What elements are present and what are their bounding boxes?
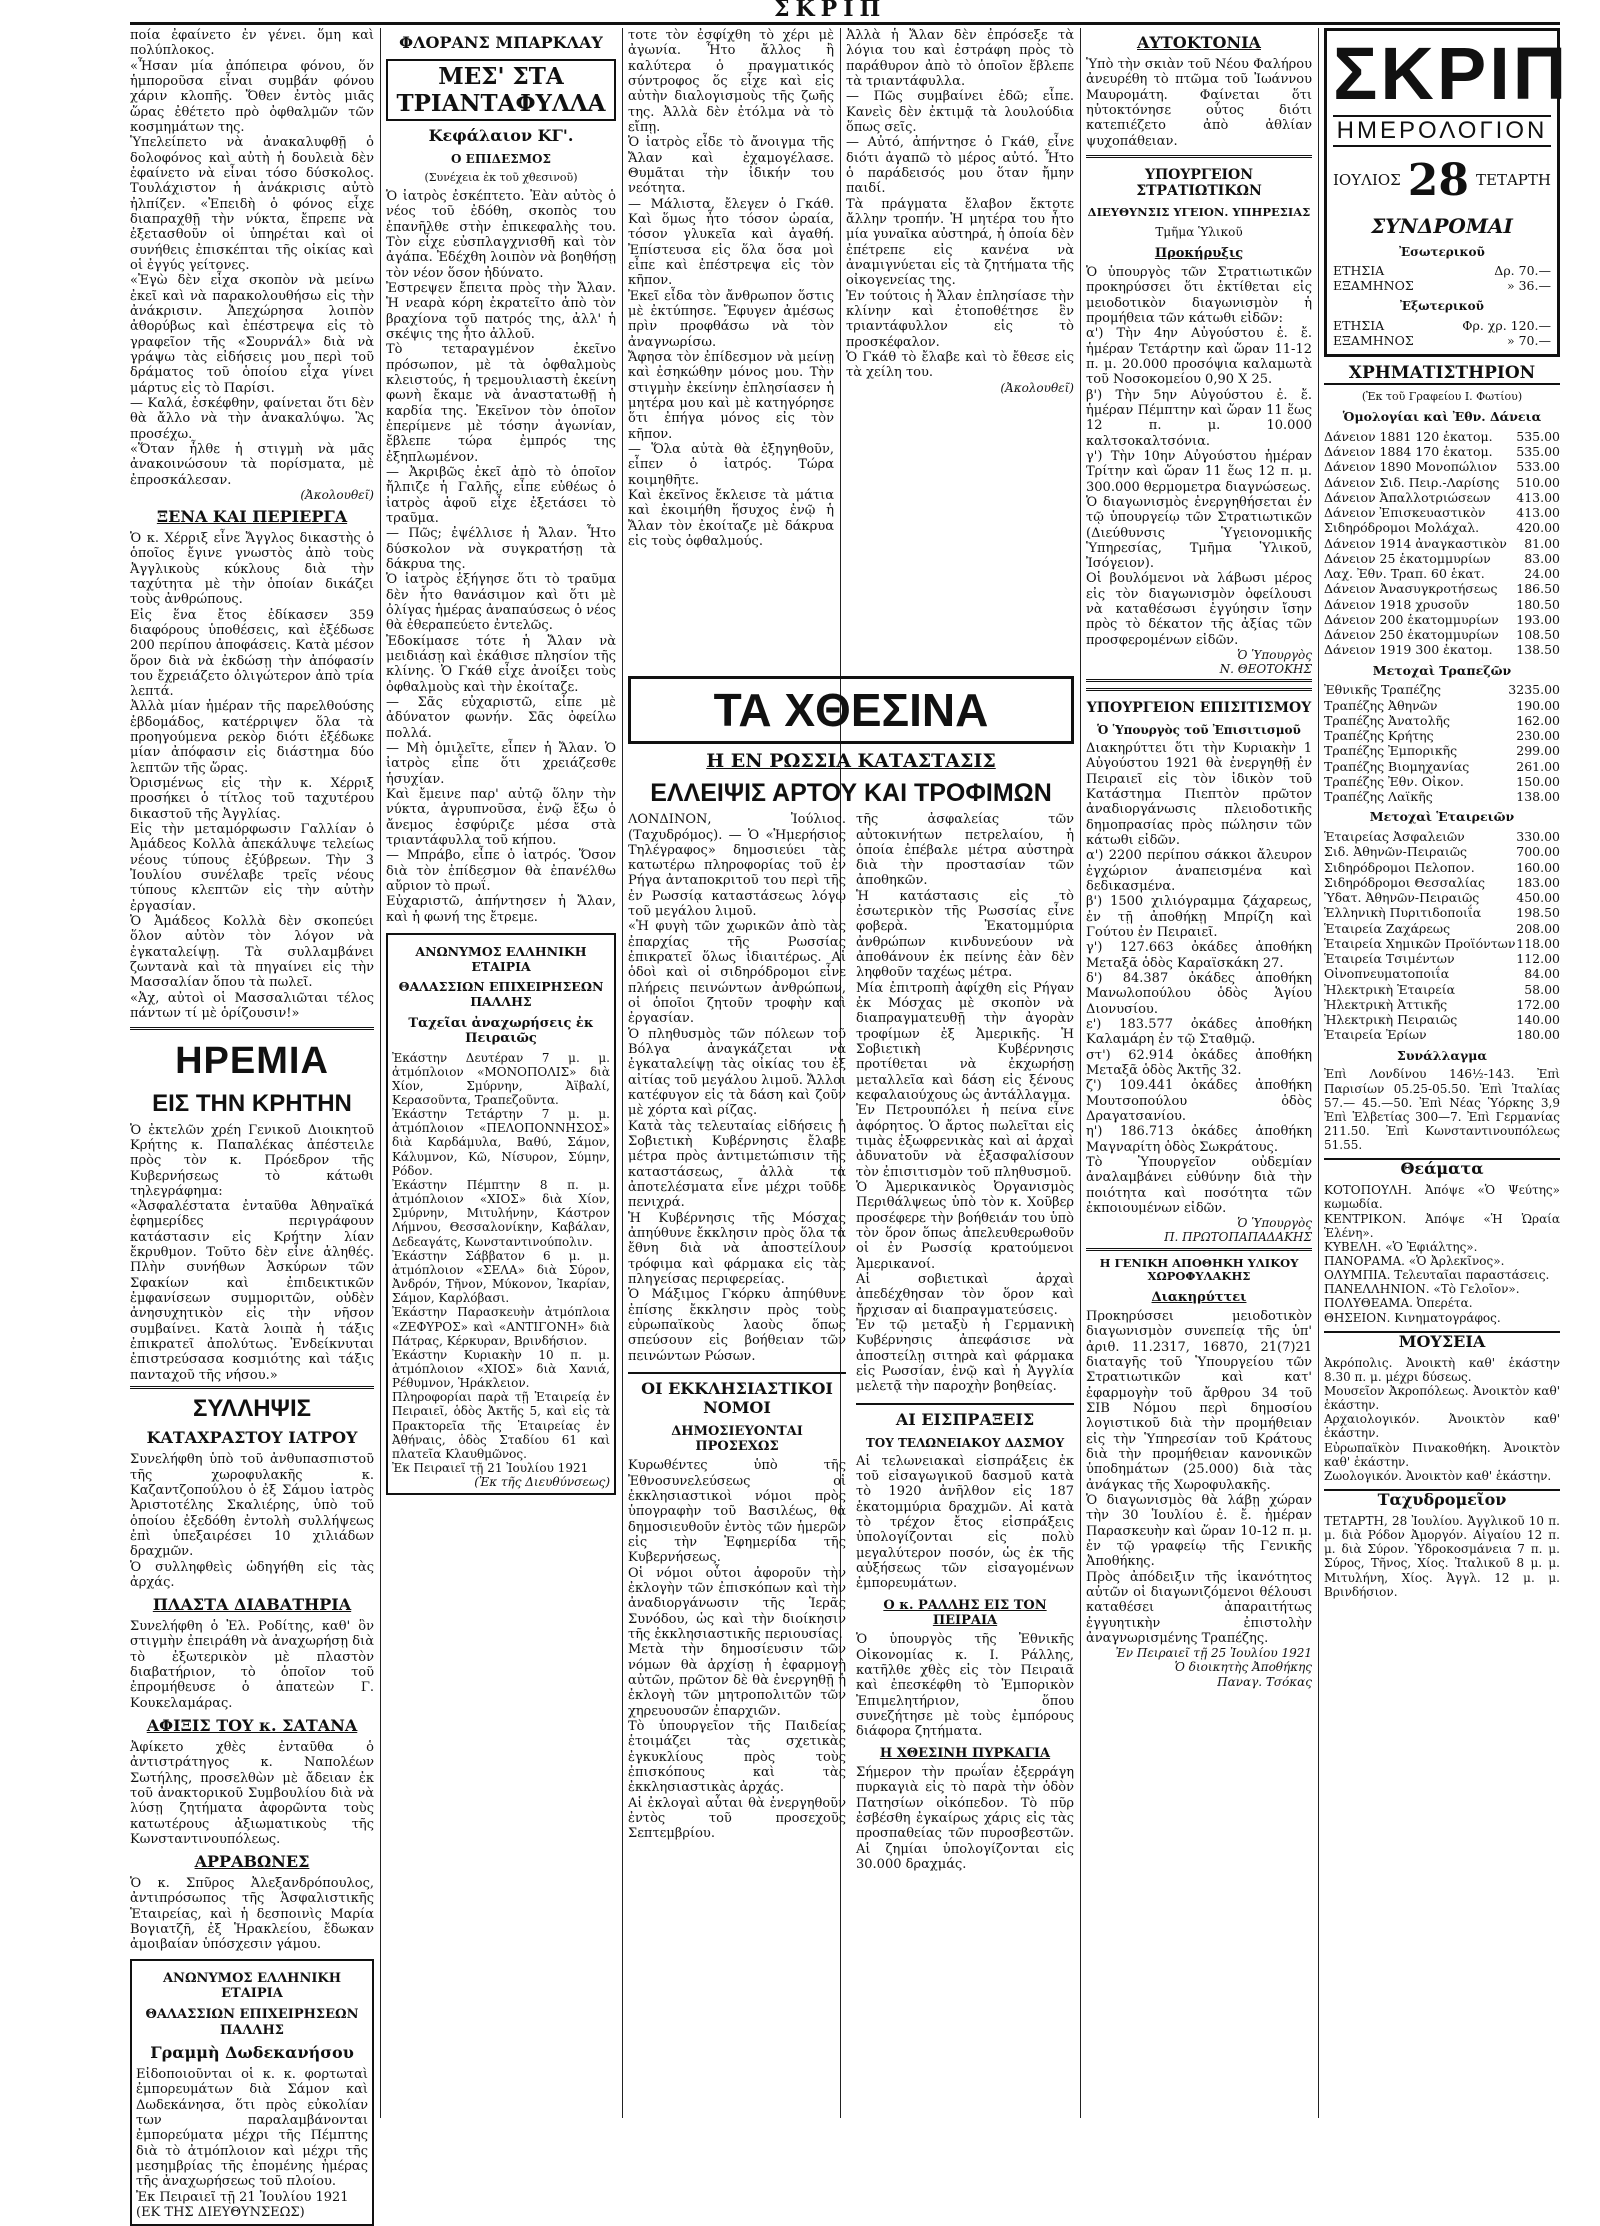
column-rule [1318, 28, 1319, 2118]
company-row [1324, 951, 1560, 966]
russia-text-a: ΛΟΝΔΙΝΟΝ, Ἰούλιος. (Ταχυδρόμος). — Ὁ «Ἡμερήσιος Τηλέγραφος» δημοσιεύει τὰς κατωτέρω πληροφορίας τοῦ ἐν Ρήγα ἀνταποκριτοῦ του περὶ τῆς ἐν Ρωσσίᾳ καταστάσεως λόγῳ τοῦ μεγάλου λιμοῦ. «Ἡ φυγὴ τῶν χωρικῶν ἀπὸ τὰς ἐπαρχίας τῆς Ρωσσίας ἐπικρατεῖ ὅλως ἰδιαιτέρως. Αἱ ὁδοὶ καὶ οἱ σιδηρόδρομοι εἶνε πλήρεις πεινώντων ἀνθρώπων, οἱ ὁποῖοι ζητοῦν τροφὴν καὶ ἐργασίαν. Ὁ πληθυσμὸς τῶν πόλεων τοῦ Βόλγα ἀναγκάζεται νὰ ἐγκαταλείψῃ τὰς οἰκίας του ἐξ αἰτίας τοῦ μεγάλου λιμοῦ. Ἄλλοι κατέφυγον εἰς τὰ δάση καὶ ζοῦν μὲ χόρτα καὶ ρίζας. Κατὰ τὰς τελευταίας εἰδήσεις ἡ Σοβιετικὴ Κυβέρνησις ἔλαβε μέτρα πρὸς ἀντιμετώπισιν τῆς καταστάσεως, ἀλλὰ τὰ ἀποτελέσματα εἶνε μέχρι τοῦδε πενιχρά. Ἡ Κυβέρνησις τῆς Μόσχας ἀπηύθυνε ἔκκλησιν πρὸς ὅλα τὰ ἔθνη διὰ νὰ ἀποστείλουν τρόφιμα καὶ φάρμακα εἰς τὰς πληγείσας περιφερείας. Ὁ Μάξιμος Γκόρκυ ἀπηύθυνε ἐπίσης ἔκκλησιν πρὸς τοὺς εὐρωπαϊκοὺς λαοὺς ὅπως σπεύσουν εἰς βοήθειαν τῶν πεινώντων Ρώσων. [628, 812, 846, 1364]
arrest-title: ΣΥΛΛΗΨΙΣ [192, 1395, 312, 1423]
mil-subtitle-2: Τμῆμα Ὑλικοῦ [1155, 225, 1243, 240]
company-row [1324, 829, 1560, 844]
post-title: Ταχυδρομεῖον [1324, 1489, 1560, 1510]
cos-list [1324, 829, 1560, 1043]
russia-columns [628, 812, 1079, 1878]
bond-row-value: 81.00 [1524, 535, 1560, 551]
company-row-value: 198.50 [1516, 905, 1560, 921]
xthesina-title: ΤΑ ΧΘΕΣΙΝΑ [713, 684, 989, 736]
calendar-month: ΙΟΥΛΙΟΣ [1333, 171, 1401, 190]
subscription-row [1333, 318, 1551, 333]
company-row-label: Οἰνοπνευματοποιΐα [1324, 966, 1450, 982]
forge-section [130, 1595, 379, 1711]
company-row [1324, 890, 1560, 905]
bond-row [1324, 490, 1560, 505]
ad2-heading: Ταχεῖαι ἀναχωρήσεις ἐκ Πειραιῶς [408, 1015, 594, 1047]
company-row [1324, 1027, 1560, 1042]
share-row-label: Τραπέζης Ἀθηνῶν [1324, 697, 1438, 713]
subscription-row-label: ΕΤΗΣΙΑ [1333, 262, 1385, 278]
calendar-logo: ΣΚΡΙΠ [1333, 32, 1570, 115]
bond-row-label: Σιδηρόδρομοι Μολάχαλ. [1324, 520, 1480, 536]
bond-row [1324, 505, 1560, 520]
company-row [1324, 875, 1560, 890]
fx-text: Ἐπὶ Λονδίνου 146½-143. Ἐπὶ Παρισίων 05.25-05.50. Ἐπὶ Ἰταλίας 57.— 45.—50. Ἐπὶ Νέας Ὑόρκης 3,9 Ἐπὶ Ἑλβετίας 300—7. Ἐπὶ Γερμανίας 211.50. Ἐπὶ Κωνσταντινουπόλεως 51.55. [1324, 1067, 1564, 1153]
share-row [1324, 789, 1560, 804]
xena-text: Ὁ κ. Χέρριξ εἶνε Ἄγγλος δικαστὴς ὁ ὁποῖος ἔγινε γνωστὸς ἀπὸ τοὺς Ἀγγλικοὺς κύκλους διὰ τὴν ταχύτητα μὲ τὴν ὁποίαν δικάζει τοὺς ἀνθρώπους. Εἰς ἕνα ἔτος ἐδίκασεν 359 διαφόρους ὑποθέσεις, καὶ ἐξέδωσε 200 περίπου ἀποφάσεις. Κατὰ μέσον ὅρον διὰ νὰ ἐκδώσῃ τὴν ἀπόφασίν του ἔχρειάζετο ὀλιγώτερον ἀπὸ τρία λεπτά. Ἀλλὰ μίαν ἡμέραν τῆς παρελθούσης ἑβδομάδος, κατέρριψεν ὅλα τὰ προηγούμενα ρεκὸρ διότι ἐξέδωκε μίαν ἀπόφασιν εἰς διάστημα δύο λεπτῶν τῆς ὥρας. Ὀρισμένως εἰς τὴν κ. Χέρριξ προσήκει ὁ τίτλος τοῦ ταχυτέρου δικαστοῦ τῆς Ἀγγλίας. Εἰς τὴν μεταμόρφωσιν Γαλλίαν ὁ Ἀμάδεος Κολλὰ ἀπεκάλυψε τελείως νέους τύπους ἐξύβρεων. Τὴν 3 Ἰουλίου συνέλαβε τρεῖς νέους τύπους κλεπτῶν εἰς τὴν αὐτὴν ἐργασίαν. Ὁ Ἀμάδεος Κολλὰ δὲν σκοπεύει ὅλον αὐτὸν τὸν λόγον νὰ ἐγκαταλείψῃ. Τὰ συλλαμβάνει ζωντανὰ καὶ τὰ πηγαίνει εἰς τὴν Μασσαλίαν ὅπου τὰ πωλεῖ. «Ἀχ, αὐτοὶ οἱ Μασσαλιῶται τέλος πάντων τί μὲ ὁρίζουσιν!» [130, 530, 374, 1022]
bond-row-label: Δάνειον 1919 300 ἑκατομ. [1324, 642, 1493, 658]
shipping-ad [130, 1959, 374, 2226]
bond-row-label: Δάνειον 1918 χρυσοῦν [1324, 596, 1470, 612]
bond-row-label: Δάνειον 25 ἑκατομμυρίων [1324, 550, 1491, 566]
russia-col-b [856, 812, 1079, 1878]
column-rule [380, 28, 381, 2118]
laws-text: Κυρωθέντες ὑπὸ τῆς Ἐθνοσυνελεύσεως οἱ ἐκκλησιαστικοὶ νόμοι πρὸς ὑπογραφὴν τοῦ Βασιλέως, θὰ δημοσιευθοῦν ἐντὸς τῶν ἡμερῶν εἰς τὴν Ἐφημερίδα τῆς Κυβερνήσεως. Οἱ νόμοι οὗτοι ἀφοροῦν τὴν ἐκλογὴν τῶν ἐπισκόπων καὶ τὴν ἀναδιοργάνωσιν τῆς Ἱερᾶς Συνόδου, ὡς καὶ τὴν διοίκησιν τῆς ἐκκλησιαστικῆς περιουσίας. Μετὰ τὴν δημοσίευσιν τῶν νόμων θὰ ἀρχίσῃ ἡ ἐφαρμογὴ αὐτῶν, πρῶτον δὲ θὰ ἐνεργηθῇ ἡ ἐκλογὴ τῶν μητροπολιτῶν τῶν χηρευουσῶν ἐπαρχιῶν. Τὸ ὑπουργεῖον τῆς Παιδείας ἑτοιμάζει τὰς σχετικὰς ἐγκυκλίους πρὸς τοὺς ἐπισκόπους καὶ τὰς ἐκκλησιαστικὰς ἀρχάς. Αἱ ἐκλογαὶ αὗται θὰ ἐνεργηθοῦν ἐντὸς τοῦ προσεχοῦς Σεπτεμβρίου. [628, 1458, 846, 1842]
bond-row-label: Δάνειον 1884 170 ἑκατομ. [1324, 444, 1493, 460]
satan-section [130, 1716, 379, 1847]
shares-title: Μετοχαὶ Τραπεζῶν [1372, 662, 1512, 678]
company-row-value: 112.00 [1516, 951, 1560, 967]
kreta-section [130, 1027, 374, 1389]
share-row [1324, 713, 1560, 728]
share-row-label: Ἐθνικῆς Τραπέζης [1324, 682, 1442, 698]
company-row-value: 700.00 [1516, 844, 1560, 860]
bond-row-label: Δάνειον 1881 120 ἑκατομ. [1324, 428, 1493, 444]
russia-text-b: τῆς ἀσφαλείας τῶν αὐτοκινήτων πετρελαίου, ἡ ὁποία ἐπέβαλε μέτρα αὐστηρὰ διὰ τὴν προστασίαν τῶν ἀποθηκῶν. Ἡ κατάστασις εἰς τὸ ἐσωτερικὸν τῆς Ρωσσίας εἶνε φοβερὰ. Ἐκατομμύρια ἀνθρώπων κινδυνεύουν νὰ ἀποθάνουν ἐκ πείνης ἐὰν δὲν ληφθοῦν ταχέως μέτρα. Μία ἐπιτροπὴ ἀφίχθη εἰς Ρήγαν ἐκ Μόσχας μὲ σκοπὸν νὰ διαπραγματευθῇ τὴν ἀγορὰν τροφίμων ἐξ Ἀμερικῆς. Ἡ Σοβιετικὴ Κυβέρνησις προτίθεται νὰ ἐκχωρήσῃ μεταλλεῖα καὶ δάση εἰς ξένους κεφαλαιούχους ὡς ἀντάλλαγμα. Ἐν Πετρουπόλει ἡ πείνα εἶνε ἀφόρητος. Ὁ ἄρτος πωλεῖται εἰς τιμὰς ἐξωφρενικὰς καὶ αἱ ἀρχαὶ ἀδυνατοῦν νὰ ἐξασφαλίσουν τὸν ἐπισιτισμὸν τοῦ πληθυσμοῦ. Ὁ Ἀμερικανικὸς Ὀργανισμὸς Περιθάλψεως ὑπὸ τὸν κ. Χοῦβερ προσέφερε τὴν βοήθειάν του ὑπὸ τὸν ὅρον ὅπως ἀπελευθερωθοῦν οἱ ἐν Ρωσσίᾳ κρατούμενοι Ἀμερικανοί. Αἱ σοβιετικαὶ ἀρχαὶ ἀπεδέχθησαν τὸν ὅρον καὶ ἤρχισαν αἱ διαπραγματεύσεις. Ἐν τῷ μεταξὺ ἡ Γερμανικὴ Κυβέρνησις ἀπεφάσισε νὰ ἀποστείλῃ σιτηρὰ καὶ φάρμακα εἰς Ρωσσίαν, ἐνῷ καὶ ἡ Ἀγγλία μελετᾷ τὴν παροχὴν βοηθείας. [856, 812, 1074, 1395]
bond-row-label: Λαχ. Ἐθν. Τραπ. 60 ἑκατ. [1324, 566, 1485, 582]
xthesina-banner [628, 676, 1074, 744]
company-row-label: Σιδ. Ἀθηνῶν-Πειραιῶς [1324, 844, 1468, 860]
gendarmerie-notice [1086, 1257, 1312, 1689]
share-row-label: Τραπέζης Λαϊκῆς [1324, 789, 1433, 805]
fx-title: Συνάλλαγμα [1397, 1047, 1487, 1063]
suicide-title: ΑΥΤΟΚΤΟΝΙΑ [1137, 33, 1261, 52]
bond-row-label: Δάνειον 1890 Μονοπώλιον [1324, 459, 1498, 475]
bourse-title: ΧΡΗΜΑΤΙΣΤΗΡΙΟΝ [1324, 363, 1560, 385]
kreta-title: ΗΡΕΜΙΑ [175, 1040, 329, 1083]
bond-row-label: Δάνειον 1914 ἀναγκαστικὸν [1324, 535, 1507, 551]
masthead-rule [130, 0, 1560, 25]
company-row-value: 140.00 [1516, 1012, 1560, 1028]
bond-row [1324, 612, 1560, 627]
company-row-label: Ἠλεκτρικὴ Ἑταιρεία [1324, 981, 1456, 997]
ralles-text: Ὁ ὑπουργὸς τῆς Ἐθνικῆς Οἰκονομίας κ. Ι. Ράλλης, κατῆλθε χθὲς εἰς τὸν Πειραιᾶ καὶ ἐπεσκέφθη τὸ Ἐμπορικὸν Ἐπιμελητήριον, ὅπου συνεζήτησε μὲ τοὺς ἐμπόρους διάφορα ζητήματα. [856, 1632, 1079, 1740]
subs-title: ΣΥΝΔΡΟΜΑΙ [1371, 214, 1513, 239]
subscription-row-label: ΕΞΑΜΗΝΟΣ [1333, 278, 1414, 294]
satan-title: ΑΦΙΞΙΣ ΤΟΥ κ. ΣΑΤΑΝΑ [146, 1716, 358, 1736]
bond-row [1324, 429, 1560, 444]
company-row-label: Ἑταιρεία Ἐρίων [1324, 1027, 1427, 1043]
forge-text: Συνελήφθη ὁ Ἐλ. Ροδίτης, καθ' ὃν στιγμὴν ἐπειράθη νὰ ἀναχωρήσῃ διὰ τὸ ἐξωτερικὸν μὲ πλαστὸν διαβατήριον, τὸ ὁποῖον τοῦ ἐπρομήθευσε ὁ ἀπατεὼν Γ. Κουκελαμάρας. [130, 1619, 379, 1711]
theatre-title: Θεάματα [1324, 1158, 1560, 1179]
theatre-text: ΚΟΤΟΠΟΥΛΗ. Ἀπόψε «Ὁ Ψεύτης» κωμωδία. ΚΕΝΤΡΙΚΟΝ. Ἀπόψε «Ἡ Ὡραία Ἑλένη». ΚΥΒΕΛΗ. «Ὁ Ἐφιάλτης». ΠΑΝΟΡΑΜΑ. «Ὁ Ἀρλεκῖνος». ΟΛΥΜΠΙΑ. Τελευταῖαι παραστάσεις. ΠΑΝΕΛΛΗΝΙΟΝ. «Τὸ Γελοῖον». ΠΟΛΥΘΕΑΜΑ. Ὀπερέτα. ΘΗΣΕΙΟΝ. Κινηματογράφος. [1324, 1183, 1560, 1325]
company-row [1324, 1012, 1560, 1027]
ralles-title: Ο κ. ΡΑΛΛΗΣ ΕΙΣ ΤΟΝ ΠΕΙΡΑΙΑ [883, 1597, 1047, 1628]
xena-section [130, 508, 374, 1021]
eis-subtitle: ΤΟΥ ΤΕΛΩΝΕΙΑΚΟΥ ΔΑΣΜΟΥ [865, 1435, 1065, 1450]
forge-title: ΠΛΑΣΤΑ ΔΙΑΒΑΤΗΡΙΑ [152, 1595, 352, 1615]
masthead-title: ΣΚΡΙΠ [760, 0, 900, 22]
bond-row [1324, 536, 1560, 551]
company-row-label: Σιδηρόδρομοι Θεσσαλίας [1324, 874, 1486, 890]
laws-subtitle: ΔΗΜΟΣΙΕΥΟΝΤΑΙ ΠΡΟΣΕΧΩΣ [671, 1423, 803, 1455]
supply-notice [1086, 688, 1312, 1250]
ad2-text: Ἐκάστην Δευτέραν 7 μ. μ. ἀτμόπλοιον «ΜΟΝΟΠΟΛΙΣ» διὰ Χίον, Σμύρνην, Ἀϊβαλί, Κερασοῦντα, Τραπεζοῦντα. Ἐκάστην Τετάρτην 7 μ. μ. ἀτμόπλοιον «ΠΕΛΟΠΟΝΝΗΣΟΣ» διὰ Καρδάμυλα, Βαθύ, Σάμον, Κάλυμνον, Κῶ, Νίσυρον, Σύμην, Ρόδον. Ἐκάστην Πέμπτην 8 π. μ. ἀτμόπλοιον «ΧΙΟΣ» διὰ Χίον, Σμύρνην, Μιτυλήνην, Κάστρον Λήμνου, Θεσσαλονίκην, Καβάλαν, Δεδεαγάτς, Κωνσταντινούπολιν. Ἐκάστην Σάββατον 6 μ. μ. ἀτμόπλοιον «ΣΕΛΑ» διὰ Σύρον, Ἀνδρόν, Τῆνον, Μύκονον, Ἰκαρίαν, Σάμον, Καρλόβασι. Ἐκάστην Παρασκευὴν ἀτμόπλοια «ΖΕΦΥΡΟΣ» καὶ «ΑΝΤΙΓΟΝΗ» διὰ Πάτρας, Κέρκυραν, Βρινδήσιον. Ἐκάστην Κυριακὴν 10 π. μ. ἀτμόπλοιον «ΧΙΟΣ» διὰ Χανιά, Ρέθυμνον, Ἡράκλειον. Πληροφορίαι παρὰ τῇ Ἑταιρείᾳ ἐν Πειραιεῖ, ὁδὸς Ἀκτῆς 5, καὶ εἰς τὰ Πρακτορεῖα τῆς Ἑταιρείας ἐν Ἀθήναις, ὁδὸς Σταδίου 61 καὶ πλατεῖα Κλαυθμῶνος. Ἐκ Πειραιεῖ τῇ 21 Ἰουλίου 1921 [392, 1050, 610, 1476]
bonds-list [1324, 429, 1560, 658]
company-row [1324, 921, 1560, 936]
company-row-value: 330.00 [1516, 829, 1560, 845]
company-row [1324, 844, 1560, 859]
calendar-day: 28 [1407, 155, 1470, 207]
column-1 [130, 28, 379, 2220]
company-row-value: 160.00 [1516, 859, 1560, 875]
company-row [1324, 982, 1560, 997]
share-row [1324, 698, 1560, 713]
column-5 [1086, 28, 1317, 2118]
bond-row-label: Δάνειον Ἀπαλλοτριώσεων [1324, 489, 1491, 505]
subscription-row-label: ΕΞΑΜΗΝΟΣ [1333, 332, 1414, 348]
engage-title: ΑΡΡΑΒΩΝΕΣ [194, 1852, 310, 1872]
subscription-row [1333, 278, 1551, 293]
sup-sign: Ὁ Ὑπουργὸς Π. ΠΡΩΤΟΠΑΠΑΔΑΚΗΣ [1164, 1216, 1312, 1245]
subscription-row-value: » 70.— [1506, 332, 1551, 348]
bond-row [1324, 520, 1560, 535]
bond-row-label: Δάνειον Ἐπισκευαστικὸν [1324, 505, 1486, 521]
calendar-box [1324, 28, 1570, 357]
eis-section [856, 1403, 1079, 1592]
share-row-value: 261.00 [1516, 758, 1560, 774]
fire-title: Η ΧΘΕΣΙΝΗ ΠΥΡΚΑΓΙΑ [879, 1745, 1051, 1761]
bond-row-value: 24.00 [1524, 566, 1560, 582]
arrest-section [130, 1395, 374, 1590]
eis-text: Αἱ τελωνειακαὶ εἰσπράξεις ἐκ τοῦ εἰσαγωγικοῦ δασμοῦ κατὰ τὸ 1920 ἀνῆλθον εἰς 187 ἑκατομμύρια δραχμῶν. Αἱ κατὰ τὸ τρέχον ἔτος εἰσπράξεις ὑπολογίζονται εἰς πολὺ μεγαλύτερον ποσόν, ὡς ἐκ τῆς αὐξήσεως τῶν εἰσαγομένων ἐμπορευμάτων. [856, 1453, 1079, 1592]
share-row [1324, 774, 1560, 789]
serial-story [130, 28, 374, 502]
gen-title: Η ΓΕΝΙΚΗ ΑΠΟΘΗΚΗ ΥΛΙΚΟΥ ΧΩΡΟΦΥΛΑΚΗΣ [1099, 1255, 1299, 1284]
company-row [1324, 860, 1560, 875]
bond-row-value: 180.50 [1516, 596, 1560, 612]
company-row [1324, 966, 1560, 981]
novel-text-end: Ἀλλὰ ἡ Ἄλαν δὲν ἐπρόσεξε τὰ λόγια του καὶ ἐστράφη πρὸς τὸ παράθυρον ἀπὸ τὸ ὁποῖον ἔβλεπε τὰ τριαντάφυλλα. — Πῶς συμβαίνει ἐδῶ; εἶπε. Κανεὶς δὲν ἐκτιμᾷ τὰ λουλούδια ὅπως σεῖς. — Αὐτό, ἀπήντησε ὁ Γκάθ, εἶνε διότι ἀγαπῶ τὸ μέρος αὐτό. Ἦτο ὁ παράδεισός μου ὅταν ἤμην παιδί. Τὰ πράγματα ἔλαβον ἔκτοτε ἄλλην τροπήν. Ἡ μητέρα του ἦτο μία γυναῖκα αὐστηρά, ἡ ὁποία δὲν ἐπέτρεπε εἰς κανένα νὰ ἀναμιγνύεται εἰς τὰ ζητήματα τῆς οἰκογενείας της. Ἐν τούτοις ἡ Ἄλαν ἐπλησίασε τὴν κλίνην καὶ ἐτοποθέτησε ἓν τριαντάφυλλον εἰς τὸ προσκέφαλον. Ὁ Γκάθ τὸ ἔλαβε καὶ τὸ ἔθεσε εἰς τὰ χείλη του. [846, 28, 1074, 381]
share-row-label: Τραπέζης Βιομηχανίας [1324, 758, 1470, 774]
share-row-value: 150.00 [1516, 773, 1560, 789]
calendar-weekday: ΤΕΤΑΡΤΗ [1476, 171, 1551, 190]
mil-heading: Προκήρυξις [1154, 245, 1244, 261]
russia-headline: ΕΛΛΕΙΨΙΣ ΑΡΤΟΥ ΚΑΙ ΤΡΟΦΙΜΩΝ [650, 778, 1052, 807]
bond-row-value: 186.50 [1516, 581, 1560, 597]
bond-row-label: Δάνειον Ἀνασυγκροτήσεως [1324, 581, 1498, 597]
bond-row [1324, 475, 1560, 490]
bond-row-value: 535.00 [1516, 428, 1560, 444]
bond-row-value: 83.00 [1524, 550, 1560, 566]
bond-row-value: 510.00 [1516, 474, 1560, 490]
bond-row-value: 108.50 [1516, 627, 1560, 643]
subscription-row-value: » 36.— [1506, 278, 1551, 294]
bond-row-value: 413.00 [1516, 489, 1560, 505]
bond-row-value: 138.50 [1516, 642, 1560, 658]
bond-row-value: 533.00 [1516, 459, 1560, 475]
bond-row [1324, 459, 1560, 474]
subscription-row-value: Δρ. 70.— [1494, 262, 1551, 278]
share-row-value: 299.00 [1516, 743, 1560, 759]
share-row [1324, 728, 1560, 743]
subscription-row-value: Φρ. χρ. 120.— [1462, 317, 1551, 333]
company-row-value: 58.00 [1524, 981, 1560, 997]
ad-text: Εἰδοποιοῦνται οἱ κ. κ. φορτωταὶ ἐμπορευμάτων διὰ Σάμον καὶ Δωδεκάνησα, ὅτι πρὸς εὐκολίαν των παραλαμβάνονται ἐμπορεύματα μέχρι τῆς Πέμπτης διὰ τὸ ἀτμόπλοιον καὶ μέχρι τῆς μεσημβρίας τῆς ἐπομένης ἡμέρας τῆς ἀναχωρήσεως τοῦ πλοίου. Ἐκ Πειραιεῖ τῇ 21 Ἰουλίου 1921 (ΕΚ ΤΗΣ ΔΙΕΥΘΥΝΣΕΩΣ) [136, 2066, 368, 2220]
share-row-label: Τραπέζης Ἐμπορικῆς [1324, 743, 1458, 759]
russia-col-a [628, 812, 846, 1878]
sup-title: ΥΠΟΥΡΓΕΙΟΝ ΕΠΙΣΙΤΙΣΜΟΥ [1086, 700, 1312, 717]
share-row-label: Τραπέζης Κρήτης [1324, 728, 1434, 744]
bond-row [1324, 627, 1560, 642]
company-row-label: Ἑταιρεία Ζαχάρεως [1324, 920, 1451, 936]
company-row-label: Ἑταιρεία Τσιμέντων [1324, 951, 1455, 967]
share-row-label: Τραπέζης Ἐθν. Οἰκον. [1324, 773, 1464, 789]
company-row-label: Ἑλληνικὴ Πυριτιδοποιΐα [1324, 905, 1482, 921]
company-row-label: Ὑδατ. Ἀθηνῶν-Πειραιῶς [1324, 890, 1480, 906]
subscription-row [1333, 333, 1551, 348]
bond-row [1324, 642, 1560, 657]
ad2-subtitle: ΘΑΛΑΣΣΙΩΝ ΕΠΙΧΕΙΡΗΣΕΩΝ ΠΑΛΛΗΣ [398, 979, 604, 1010]
company-row-label: Ἠλεκτρικὴ Πειραιῶς [1324, 1012, 1458, 1028]
company-row-value: 84.00 [1524, 966, 1560, 982]
eis-title: ΑΙ ΕΙΣΠΡΑΞΕΙΣ [895, 1409, 1035, 1429]
mil-subtitle: ΔΙΕΥΘΥΝΣΙΣ ΥΓΕΙΟΝ. ΥΠΗΡΕΣΙΑΣ [1087, 204, 1311, 219]
ad-title: ΑΝΩΝΥΜΟΣ ΕΛΛΗΝΙΚΗ ΕΤΑΙΡΙΑ [162, 1970, 342, 2002]
company-row-value: 450.00 [1516, 890, 1560, 906]
subs-domestic: Ἐσωτερικοῦ [1399, 244, 1485, 259]
bond-row-value: 535.00 [1516, 444, 1560, 460]
company-row-value: 183.00 [1516, 874, 1560, 890]
xena-title: ΞΕΝΑ ΚΑΙ ΠΕΡΙΕΡΓΑ [156, 507, 348, 526]
column-6 [1324, 28, 1570, 2118]
bond-row-label: Δάνειον Σιδ. Πειρ.-Λαρίσης [1324, 474, 1500, 490]
calendar-date [1333, 155, 1551, 207]
bonds-title: Ὁμολογίαι καὶ Ἐθν. Δάνεια [1342, 409, 1542, 425]
museum-text: Ἀκρόπολις. Ἀνοικτὴ καθ' ἑκάστην 8.30 π. μ. μέχρι δύσεως. Μουσεῖον Ἀκροπόλεως. Ἀνοικτὸν καθ' ἑκάστην. Αρχαιολογικόν. Ἀνοικτὸν καθ' ἑκάστην. Εὐρωπαϊκὸν Πινακοθήκη. Ἀνοικτὸν καθ' ἑκάστην. Ζωολογικόν. Ἀνοικτὸν καθ' ἑκάστην. [1324, 1355, 1560, 1483]
share-row-value: 162.00 [1516, 712, 1560, 728]
chapter-subtitle: Ο ΕΠΙΔΕΣΜΟΣ [451, 152, 551, 166]
chapter-note: (Συνέχεια ἐκ τοῦ χθεσινοῦ) [424, 171, 578, 185]
company-row-value: 180.00 [1516, 1027, 1560, 1043]
post-text: ΤΕΤΑΡΤΗ, 28 Ἰουλίου. Ἀγγλικοῦ 10 π. μ. διὰ Ρόδον Ἀμοργόν. Αἰγαίου 12 π. μ. διὰ Σύρον. Ὑδροκοσμάνεια 7 π. μ. Σύρος, Τῆνος, Χίος. Ἰταλικοῦ 8 μ. μ. Μιτυλήνη, Χίος. Ἀγγλ. 12 μ. μ. Βρινδήσιον. [1324, 1513, 1564, 1599]
company-row [1324, 936, 1560, 951]
bourse-note: (Ἐκ τοῦ Γραφείου Ι. Φωτίου) [1361, 390, 1523, 404]
xthesina-section [628, 672, 1079, 2118]
laws-section [628, 1372, 846, 1842]
bond-row [1324, 597, 1560, 612]
military-notice [1086, 155, 1312, 683]
company-row [1324, 997, 1560, 1012]
bond-row [1324, 551, 1560, 566]
chapter-title: Κεφάλαιον ΚΓ'. [428, 126, 574, 146]
ad2-sign: (Ἐκ τῆς Διευθύνσεως) [474, 1475, 610, 1490]
mil-sign: Ὁ Ὑπουργὸς Ν. ΘΕΟΤΟΚΗΣ [1219, 648, 1312, 677]
company-row [1324, 905, 1560, 920]
serial-continued: (Ἀκολουθεῖ) [300, 487, 374, 502]
serial-text: ποία ἐφαίνετο ἐν γένει. ὅμη καὶ πολύπλοκος. «Ἦσαν μία ἀπόπειρα φόνου, ὅν ἡμποροῦσα εἶναι συμβάν φόνου χάριν κλοπῆς. Ὅθεν ἐντὸς μιᾶς ὥρας ἐθέτετο πρὸ ὀφθαλμῶν τῶν κοσμημάτων της. Ὑπελείπετο νὰ ἀνακαλυφθῇ ὁ δολοφόνος καὶ αὐτὴ ἡ δουλειὰ δὲν ἐφαίνετο νὰ εἶναι τόσο δύσκολος. Τουλάχιστον ἡ ἀνάκρισις αὐτὸ ἠλπίζεν. «Ἐπειδὴ ὁ φόνος εἶχε διαπραχθῇ τὴν νύκτα, ἔπρεπε νὰ ἐξετασθοῦν οἱ ὑπηρέται καὶ οἱ συνήθεις ἐπισκέπται τῆς οἰκίας καὶ οἱ ἐγγύς γείτονες. «Ἐγὼ δὲν εἶχα σκοπὸν νὰ μείνω ἐκεῖ καὶ νὰ παρακολουθήσω εἰς τὴν ἀνάκρισιν. Ἀπεχώρησα λοιπὸν ἀθορύβως καὶ ἐπέστρεψα εἰς τὸ γραφεῖον τῆς «Σουρνάλ» διὰ νὰ γράψω τὰς εἰδήσεις μου περὶ τοῦ δράματος τοῦ ὁποίου εἶχα γίνει μάρτυς εἰς τὸ Παρίσι. — Καλά, ἐσκέφθην, φαίνεται ὅτι δὲν θὰ ἄλλο νὰ τὴν ἀνακαλύψω. Ἂς προσέχω. «Ὅταν ἦλθε ἡ στιγμὴ νὰ μᾶς ἀνακοινώσουν τὰ πορίσματα, μὲ ἐπροσκάλεσαν. [130, 28, 374, 488]
shares-list [1324, 682, 1560, 804]
share-row-label: Τραπέζης Ἀνατολῆς [1324, 712, 1450, 728]
mil-text: Ὁ ὑπουργὸς τῶν Στρατιωτικῶν προκηρύσσει ὅτι ἐκτίθεται εἰς μειοδοτικὸν διαγωνισμὸν ἡ προμήθεια τῶν κάτωθι εἰδῶν: α') Τὴν 4ην Αὐγούστου ἐ. ἔ. ἡμέραν Τετάρτην καὶ ὥραν 11-12 π. μ. 20.000 προσόψια καλαμωτὰ τοῦ Νοσοκομείου 0,90 Χ 25. β') Τὴν 5ην Αὐγούστου ἐ. ἔ. ἡμέραν Πέμπτην καὶ ὥραν 11 ἕως 12 π. μ. 10.000 καλτσοκαλτσόνια. γ') Τὴν 10ην Αὐγούστου ἡμέραν Τρίτην καὶ ὥραν 11 ἕως 12 π. μ. 300.000 θερμομετρα διαγνώσεως. Ὁ διαγωνισμὸς ἐνεργηθήσεται ἐν τῷ ὑπουργείῳ τῶν Στρατιωτικῶν (Διεύθυνσις Ὑγειονομικῆς Ὑπηρεσίας, Τμῆμα Ὑλικοῦ, Ἰσόγειον). Οἱ βουλόμενοι νὰ λάβωσι μέρος εἰς τὸν διαγωνισμὸν ὀφείλουσι νὰ καταθέσωσι ἐγγύησιν ἴσην πρὸς τὸ δέκατον τῆς ἀξίας τῶν προσφερομένων εἰδῶν. [1086, 264, 1312, 648]
subscription-row [1333, 263, 1551, 278]
engage-text: Ὁ κ. Σπῦρος Ἀλεξανδρόπουλος, ἀντιπρόσωπος τῆς Ἀσφαλιστικῆς Ἑταιρείας, καὶ ἡ δεσποινὶς Μαρία Βογιατζῆ, ἐξ Ἡρακλείου, ἔδωκαν ἀμοιβαίαν ὑπόσχεσιν γάμου. [130, 1876, 379, 1953]
gen-text: Προκηρύσσει μειοδοτικὸν διαγωνισμὸν συνεπείᾳ τῆς ὑπ' ἀριθ. 11.2317, 16870, 21(7)21 διαταγῆς τοῦ Ὑπουργείου τῶν Στρατιωτικῶν καὶ κατ' ἐφαρμογὴν τοῦ ἄρθρου 34 τοῦ ΣΙΒ Νόμου περὶ δημοσίου λογιστικοῦ διὰ τὴν προμήθειαν εἰς τὴν Ὑπηρεσίαν τοῦ Κράτους διὰ τὴν προμήθειαν κανονικῶν ὑποδημάτων (25.000) διὰ τὰς ἀνάγκας τῆς Χωροφυλακῆς. Ὁ διαγωνισμὸς θὰ λάβῃ χώραν τὴν 30 Ἰουλίου ἐ. ἔ. ἡμέραν Παρασκευὴν καὶ ὥραν 10-12 π. μ. ἐν τῷ γραφείῳ τῆς Γενικῆς Ἀποθήκης. Πρὸς ἀπόδειξιν τῆς ἱκανότητος αὐτῶν οἱ διαγωνιζόμενοι θέλουσι καταθέσει ἀπαραιτήτως ἐγγυητικὴν ἐπιστολὴν ἀναγνωρισμένης Τραπέζης. [1086, 1309, 1312, 1646]
russia-subtitle: Η ΕΝ ΡΩΣΣΙΑ ΚΑΤΑΣΤΑΣΙΣ [706, 750, 996, 773]
company-row-value: 208.00 [1516, 920, 1560, 936]
novel-text: Ὁ ἰατρὸς ἐσκέπτετο. Ἐὰν αὐτὸς ὁ νέος τοῦ ἐδόθη, σκοπὸς του ἐπανῆλθε στὴν ἐπικεφαλὴς του. Τὸν εἶχε εὐσπλαγχνισθῆ καὶ τὸν ἀγάπα. Ἐδέχθη λοιπὸν νὰ βοηθήσῃ τὸν νέον ὅσον ἠδύνατο. Ἐστρεψεν ἔπειτα πρὸς τὴν Ἄλαν. Ἡ νεαρὰ κόρη ἐκρατεῖτο ἀπὸ τὸν βραχίονα τοῦ πατρός της, ἀλλ' ἡ σκέψις της ἦτο ἀλλοῦ. Τὸ τεταραγμένον ἐκεῖνο πρόσωπον, μὲ τὰ ὀφθαλμοὺς κλειστούς, ἡ τρεμουλιαστὴ ἐκείνη φωνὴ ἔκαμε νὰ ἀναστατωθῇ ἡ καρδία της. Ἐκεῖνον τὸν ὁποῖον ἐπερίμενε μὲ τόσην ἀγωνίαν, ἔβλεπε τώρα ἐμπρός της ἐξηπλωμένον. — Ἀκριβῶς ἐκεῖ ἀπὸ τὸ ὁποῖον ἤλπιζε ἡ Γαλῆς, εἶπε εὐθέως ὁ ἰατρὸς ἀφοῦ εἶχε ἐξετάσει τὸ τραῦμα. — Πῶς; ἐψέλλισε ἡ Ἄλαν. Ἦτο δύσκολον νὰ συγκρατήσῃ τὰ δάκρυα της. Ὁ ἰατρὸς ἐξήγησε ὅτι τὸ τραῦμα δὲν ἦτο θανάσιμον καὶ ὅτι μὲ ὀλίγας ἡμέρας ἀναπαύσεως ὁ νέος θὰ ἐθεραπεύετο ἐντελῶς. Ἐδοκίμασε τότε ἡ Ἄλαν νὰ μειδιάσῃ καὶ ἐκάθισε πλησίον τῆς κλίνης. Ὁ Γκάθ εἶχε ἀνοίξει τοὺς ὀφθαλμοὺς καὶ τὴν ἐκοίταζε. — Σᾶς εὐχαριστῶ, εἶπε μὲ ἀδύνατον φωνήν. Σᾶς ὀφείλω πολλά. — Μὴ ὁμιλεῖτε, εἶπεν ἡ Ἄλαν. Ὁ ἰατρὸς εἶπε ὅτι χρειάζεσθε ἡσυχίαν. Καὶ ἔμεινε παρ' αὐτῷ ὅλην τὴν νύκτα, ἀγρυπνοῦσα, ἐνῷ ἔξω ὁ ἄνεμος ἐσφύριζε μέσα στὰ τριαντάφυλλα τοῦ κήπου. — Μπράβο, εἶπε ὁ ἰατρός. Ὅσον διὰ τὸν ἐπίδεσμον θὰ ἐπανέλθω αὔριον τὸ πρωΐ. Εὐχαριστῶ, ἀπήντησεν ἡ Ἄλαν, καὶ ἡ φωνή της ἔτρεμε. [386, 189, 616, 925]
column-4-top [846, 28, 1074, 668]
ad2-title: ΑΝΩΝΥΜΟΣ ΕΛΛΗΝΙΚΗ ΕΤΑΙΡΙΑ [415, 943, 587, 974]
share-row-value: 190.00 [1516, 697, 1560, 713]
bond-row-value: 413.00 [1516, 505, 1560, 521]
bond-row-label: Δάνειον 250 ἑκατομμυρίων [1324, 627, 1499, 643]
column-2 [386, 28, 616, 2118]
gen-heading: Διακηρύττει [1151, 1289, 1247, 1305]
bond-row [1324, 444, 1560, 459]
bond-row-value: 193.00 [1516, 611, 1560, 627]
novel-text-cont: τοτε τὸν ἐσφίχθη τὸ χέρι μὲ ἀγωνία. Ἦτο ἄλλος ἢ καλύτερα ὁ πραγματικός σύντροφος ὅς εἶχε καὶ εἰς αὐτὴν διαλογισμοὺς τῆς ζωῆς της. Ἀλλὰ δὲν ἐτόλμα νὰ τὸ εἴπῃ. Ὁ ἰατρὸς εἶδε τὸ ἄνοιγμα τῆς Ἄλαν καὶ ἐχαμογέλασε. Θυμᾶται τὴν ἰδικήν του νεότητα. — Μάλιστα, ἔλεγεν ὁ Γκάθ. Καὶ ὅμως ἦτο τόσον ὡραία, τόσον γλυκεῖα καὶ ἀγαθή. Ἐπίστευσα εἰς ὅλα ὅσα μοὶ εἶπε καὶ ἐπέστρεψα εἰς τὸν κῆπον. Ἐκεῖ εἶδα τὸν ἄνθρωπον ὅστις μὲ ἐκτύπησε. Ἔφυγεν ἀμέσως πρὶν προφθάσω νὰ τὸν ἀναγνωρίσω. Ἄφησα τὸν ἐπίδεσμον νὰ μείνῃ καὶ ἐσηκώθην μόνος μου. Τὴν στιγμὴν ἐκείνην ἐπλησίασεν ἡ μητέρα μου καὶ μὲ κατηγόρησε ὅτι ἐπήγα μόνος εἰς τὸν κῆπον. — Ὅλα αὐτὰ θὰ ἐξηγηθοῦν, εἶπεν ὁ ἰατρός. Τώρα κοιμηθῆτε. Καὶ ἐκεῖνος ἔκλεισε τὰ μάτια καὶ ἐκοιμήθη ἥσυχος ἐνῷ ἡ Ἄλαν τὸν ἐκοίταζε μὲ δάκρυα εἰς τοὺς ὀφθαλμούς. [628, 28, 834, 549]
company-row-value: 118.00 [1516, 935, 1560, 951]
sup-subtitle: Ὁ Ὑπουργὸς τοῦ Ἐπισιτισμοῦ [1097, 722, 1301, 737]
company-row-value: 172.00 [1516, 996, 1560, 1012]
ad-heading: Γραμμὴ Δωδεκανήσου [150, 2043, 354, 2063]
column-rule [622, 28, 623, 2118]
mil-title: ΥΠΟΥΡΓΕΙΟΝ ΣΤΡΑΤΙΩΤΙΚΩΝ [1136, 166, 1262, 200]
company-row-label: Σιδηρόδρομοι Πελοπον. [1324, 859, 1475, 875]
shipping-ad-2 [386, 933, 616, 1496]
kreta-text: Ὁ ἐκτελῶν χρέη Γενικοῦ Διοικητοῦ Κρήτης κ. Παπαλέκας ἀπέστειλε πρὸς τὸν κ. Πρόεδρον τῆς Κυβερνήσεως τὸ κάτωθι τηλεγράφημα: «Ἀσφαλέστατα ἐνταῦθα Ἀθηναϊκά ἐφημερίδες περιγράφουν κατάστασιν εἰς Κρήτην λίαν ἔκρυθμον. Τοῦτο δὲν εἶνε ἀληθές. Πλὴν συνήθων Ἀσκύρων τῶν Σφακίων καὶ ἐπιδεικτικῶν ἐμφανίσεων συμμοριτῶν, οὐδὲν ἀνησυχητικὸν εἰς τὴν νῆσον συμβαίνει. Κατὰ λοιπὰ ἡ τάξις ἐπικρατεῖ ἀπολύτως. Ἐνδείκνυται ἐπιστρεύσασα κοσμιότης καὶ τάξις πανταχοῦ τῆς νήσου.» [130, 1122, 374, 1383]
share-row-value: 230.00 [1516, 728, 1560, 744]
fire-section [856, 1745, 1079, 1873]
company-row-label: Ἠλεκτρικὴ Ἀττικῆς [1324, 996, 1448, 1012]
novel-title: ΜΕΣ' ΣΤΑ ΤΡΙΑΝΤΑΦΥΛΛΑ [386, 59, 616, 121]
museum-title: ΜΟΥΣΕΙΑ [1324, 1331, 1560, 1352]
share-row [1324, 743, 1560, 758]
column-3-top [628, 28, 834, 668]
suicide-text: Ὑπὸ τὴν σκιὰν τοῦ Νέου Φαλήρου ἀνευρέθη τὸ πτῶμα τοῦ Ἰωάννου Μαυρομάτη. Φαίνεται ὅτι ηὐτοκτόνησε οὗτος διότι κατεπιέζετο ἀπὸ ἀθλίαν ψυχοπάθειαν. [1086, 56, 1317, 149]
ralles-section [856, 1597, 1079, 1740]
subs-list [1333, 263, 1551, 294]
suicide-section [1086, 33, 1317, 149]
arrest-text: Συνελήφθη ὑπὸ τοῦ ἀνθυπασπιστοῦ τῆς χωροφυλακῆς κ. Καζαντζοπούλου ὁ ἐξ Σάμου ἰατρὸς Ἀριστοτέλης Σκαλιέρης, ὑπὸ τοῦ ὁποίου ἐξεδόθη ἐντολὴ συλλήψεως ἐπὶ ὑπεξαιρέσει 10 χιλιάδων δραχμῶν. Ὁ συλληφθεὶς ὡδηγήθη εἰς τὰς ἀρχάς. [130, 1452, 374, 1590]
kreta-subtitle: ΕΙΣ ΤΗΝ ΚΡΗΤΗΝ [152, 1090, 352, 1118]
calendar-subtitle: ΗΜΕΡΟΛΟΓΙΟΝ [1333, 115, 1551, 147]
subs2-list [1333, 318, 1551, 349]
cos-title: Μετοχαὶ Ἑταιρειῶν [1369, 809, 1515, 825]
bond-row [1324, 581, 1560, 596]
satan-text: Ἀφίκετο χθὲς ἐνταῦθα ὁ ἀντιστράτηγος κ. Ναπολέων Σωτήλης, προσελθὼν μὲ ἄδειαν ἐκ τοῦ ἀνακτορικοῦ Συμβουλίου διὰ νὰ λύσῃ ζητήματα ἀφορῶντα τοὺς κατωτέρους ἀξιωματικοὺς τῆς Κωνσταντινουπόλεως. [130, 1739, 379, 1847]
laws-title: ΟΙ ΕΚΚΛΗΣΙΑΣΤΙΚΟΙ ΝΟΜΟΙ [641, 1378, 833, 1417]
share-row [1324, 682, 1560, 697]
fire-text: Σήμερον τὴν πρωΐαν ἐξερράγη πυρκαγιὰ εἰς τὸ παρὰ τὴν ὁδὸν Πατησίων οἰκόπεδον. Τὸ πῦρ ἐσβέσθη ἐγκαίρως χάρις εἰς τὰς προσπαθείας τῶν πυροσβεστῶν. Αἱ ζημίαι ὑπολογίζονται εἰς 30.000 δραχμάς. [856, 1764, 1079, 1872]
novel-continued: (Ἀκολουθεῖ) [1000, 380, 1074, 395]
company-row-label: Ἑταιρεία Χημικῶν Προϊόντων [1324, 935, 1516, 951]
ad-subtitle: ΘΑΛΑΣΣΙΩΝ ΕΠΙΧΕΙΡΗΣΕΩΝ ΠΑΛΛΗΣ [145, 2007, 359, 2038]
subscription-row-label: ΕΤΗΣΙΑ [1333, 317, 1385, 333]
bond-row-label: Δάνειον 200 ἑκατομμυρίων [1324, 611, 1499, 627]
arrest-subtitle: ΚΑΤΑΧΡΑΣΤΟΥ ΙΑΤΡΟΥ [146, 1428, 358, 1448]
engage-section [130, 1852, 379, 1953]
share-row [1324, 759, 1560, 774]
company-row-label: Ἑταιρείας Ἀσφαλειῶν [1324, 829, 1465, 845]
sup-text: Διακηρύττει ὅτι τὴν Κυριακὴν 1 Αὐγούστου 1921 θὰ ἐνεργηθῇ ἐν Πειραιεῖ εἰς τὸν ἰδικὸν τοῦ Κατάστημα Πιεπτὸν πρῶτον ἀναδιοργάνωσις πλειοδοτικῆς δημοπρασίας πρὸς πώλησιν τῶν κάτωθι εἰδῶν. α') 2200 περίπου σάκκοι ἄλευρον ἐγχώριον ἀναπεισμένα καὶ δεδικασμένα. β') 1500 χιλιόγραμμα ζάχαρεως, ἐν τῇ ἀποθήκῃ Μπρίζη καὶ Γούτου ἐν Πειραιεῖ. γ') 127.663 ὀκάδες ἀποθήκη Μεταξᾶ ὁδὸς Καραϊσκάκη 27. δ') 84.387 ὀκάδες ἀποθήκη Μανωλοπούλου ὁδὸς Ἁγίου Διονυσίου. ε') 183.577 ὀκάδες ἀποθήκη Καλαμάρη ἐν τῷ Σταθμῷ. στ') 62.914 ὀκάδες ἀποθήκη Μεταξᾶ ὁδὸς Ἀκτῆς 32. ζ') 109.441 ὀκάδες ἀποθήκη Μουτσοπούλου ὁδὸς Δραγατσανίου. η') 186.713 ὀκάδες ἀποθήκη Μαγναρίτη ὁδὸς Σωκράτους. Τὸ Ὑπουργεῖον οὐδεμίαν ἀναλαμβάνει εὐθύνην διὰ τὴν ποιότητα καὶ ποσότητα τῶν ἐκποιουμένων εἰδῶν. [1086, 741, 1312, 1216]
gen-sign: Ἐν Πειραιεῖ τῇ 25 Ἰουλίου 1921 Ὁ διοικητὴς Ἀποθήκης Παναγ. Τσόκας [1115, 1646, 1312, 1689]
share-row-value: 3235.00 [1508, 682, 1560, 698]
subs-foreign: Ἐξωτερικοῦ [1399, 299, 1485, 314]
share-row-value: 138.00 [1516, 789, 1560, 805]
bond-row [1324, 566, 1560, 581]
novel-author: ΦΛΟΡΑΝΣ ΜΠΑΡΚΛΑΥ [399, 33, 603, 52]
bond-row-value: 420.00 [1516, 520, 1560, 536]
column-rule [1080, 28, 1081, 2118]
